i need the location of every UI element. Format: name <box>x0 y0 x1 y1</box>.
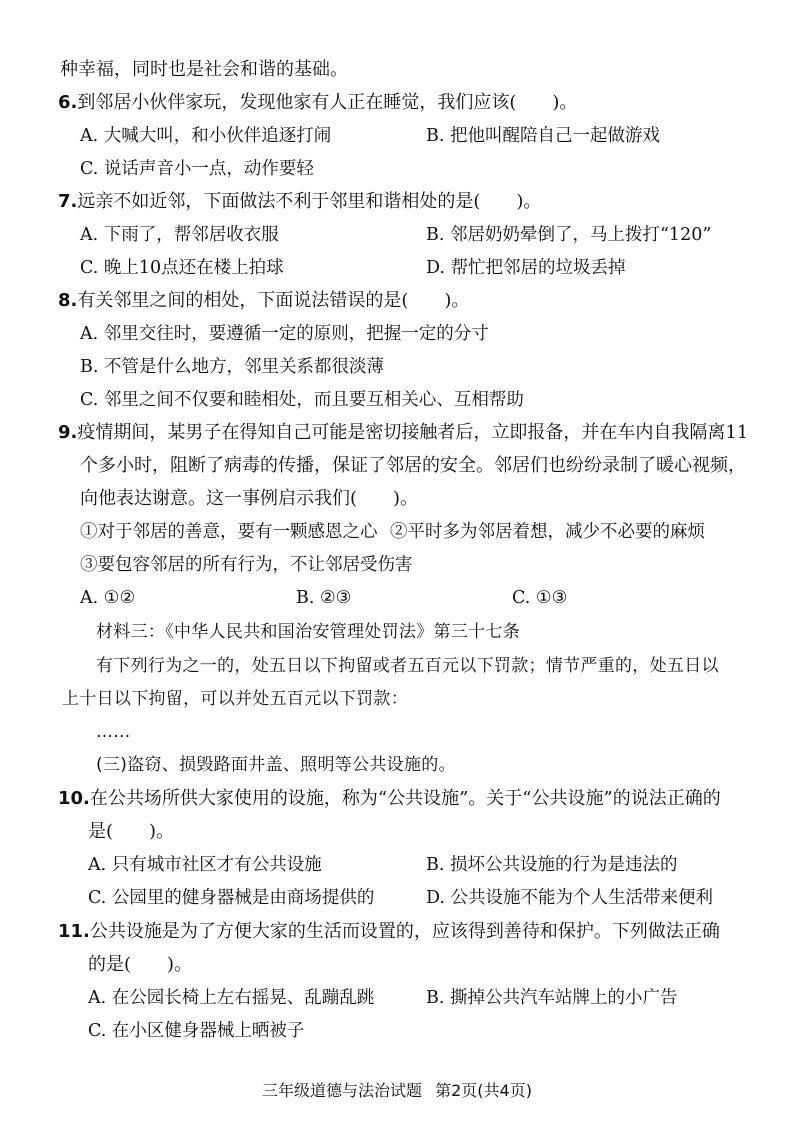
option-b: B. 不管是什么地方，邻里关系都很淡薄 <box>80 357 384 377</box>
question-number: 8. <box>58 290 78 311</box>
material-line: 有下列行为之一的，处五日以下拘留或者五百元以下罚款；情节严重的，处五日以 <box>96 656 719 676</box>
material-line: (三)盗窃、损毁路面井盖、照明等公共设施的。 <box>96 755 456 775</box>
stem-line: 有关邻里之间的相处，下面说法错误的是( )。 <box>77 290 470 311</box>
stem-line: 的是( )。 <box>88 954 193 975</box>
option-d: D. 公共设施不能为个人生活带来便利 <box>426 888 714 908</box>
continuation-text: 种幸福，同时也是社会和谐的基础。 <box>60 59 348 80</box>
option-a: A. 邻里交往时，要遵循一定的原则，把握一定的分寸 <box>80 324 489 344</box>
option-a: A. 只有城市社区才有公共设施 <box>88 855 322 875</box>
option-c: C. 邻里之间不仅要和睦相处，而且要互相关心、互相帮助 <box>80 390 524 410</box>
question-number: 6. <box>58 92 78 113</box>
option-b: B. 邻居奶奶晕倒了，马上拨打“120” <box>426 225 712 245</box>
stem-line: 远亲不如近邻，下面做法不利于邻里和谐相处的是( )。 <box>77 191 542 212</box>
material-line: 上十日以下拘留，可以并处五百元以下罚款： <box>62 689 408 709</box>
option-a: A. 下雨了，帮邻居收衣服 <box>80 225 279 245</box>
question-7-stem <box>58 190 541 214</box>
option-b: B. 撕掉公共汽车站牌上的小广告 <box>426 988 678 1008</box>
statement-2: ②平时多为邻居着想，减少不必要的麻烦 <box>390 522 705 542</box>
stem-line: 公共设施是为了方便大家的生活而设置的，应该得到善待和保护。下列做法正确 <box>89 921 720 942</box>
option-c: C. ①③ <box>512 588 568 608</box>
footer-subject: 三年级道德与法治试题 <box>262 1081 423 1100</box>
statement-1: ①对于邻居的善意，要有一颗感恩之心 <box>80 522 378 542</box>
question-6-stem <box>58 91 577 115</box>
footer-page-number: 第2页(共4页) <box>435 1081 532 1100</box>
stem-line: 在公共场所供大家使用的设施，称为“公共设施”。关于“公共设施”的说法正确的 <box>89 788 721 809</box>
option-b: B. ②③ <box>296 588 352 608</box>
question-9-stem <box>58 421 748 445</box>
question-11-stem <box>58 920 720 944</box>
stem-line: 个多小时，阻断了病毒的传播，保证了邻居的安全。邻居们也纷纷录制了暖心视频， <box>80 455 746 476</box>
stem-line: 向他表达谢意。这一事例启示我们( )。 <box>80 488 419 509</box>
page-footer <box>0 1078 794 1101</box>
material-title: 材料三：《中华人民共和国治安管理处罚法》第三十七条 <box>96 622 520 642</box>
option-a: A. 大喊大叫，和小伙伴追逐打闹 <box>80 126 332 146</box>
question-number: 7. <box>58 191 78 212</box>
question-number: 11. <box>58 921 90 942</box>
stem-line: 到邻居小伙伴家玩，发现他家有人正在睡觉，我们应该( )。 <box>77 92 578 113</box>
option-c: C. 公园里的健身器械是由商场提供的 <box>88 888 375 908</box>
question-10-stem <box>58 787 721 811</box>
stem-line: 是( )。 <box>88 821 175 842</box>
option-b: B. 把他叫醒陪自己一起做游戏 <box>426 126 660 146</box>
option-a: A. 在公园长椅上左右摇晃、乱蹦乱跳 <box>88 988 375 1008</box>
material-ellipsis: …… <box>96 722 131 742</box>
question-8-stem <box>58 289 469 313</box>
option-b: B. 损坏公共设施的行为是违法的 <box>426 855 678 875</box>
question-number: 9. <box>58 422 78 443</box>
option-d: D. 帮忙把邻居的垃圾丢掉 <box>426 258 626 278</box>
option-c: C. 晚上10点还在楼上拍球 <box>80 258 284 278</box>
stem-line: 疫情期间，某男子在得知自己可能是密切接触者后，立即报备，并在车内自我隔离11 <box>77 422 749 443</box>
option-a: A. ①② <box>80 588 136 608</box>
statement-3: ③要包容邻居的所有行为，不让邻居受伤害 <box>80 555 413 575</box>
option-c: C. 说话声音小一点，动作要轻 <box>80 159 314 179</box>
question-number: 10. <box>58 788 90 809</box>
option-c: C. 在小区健身器械上晒被子 <box>88 1021 305 1041</box>
